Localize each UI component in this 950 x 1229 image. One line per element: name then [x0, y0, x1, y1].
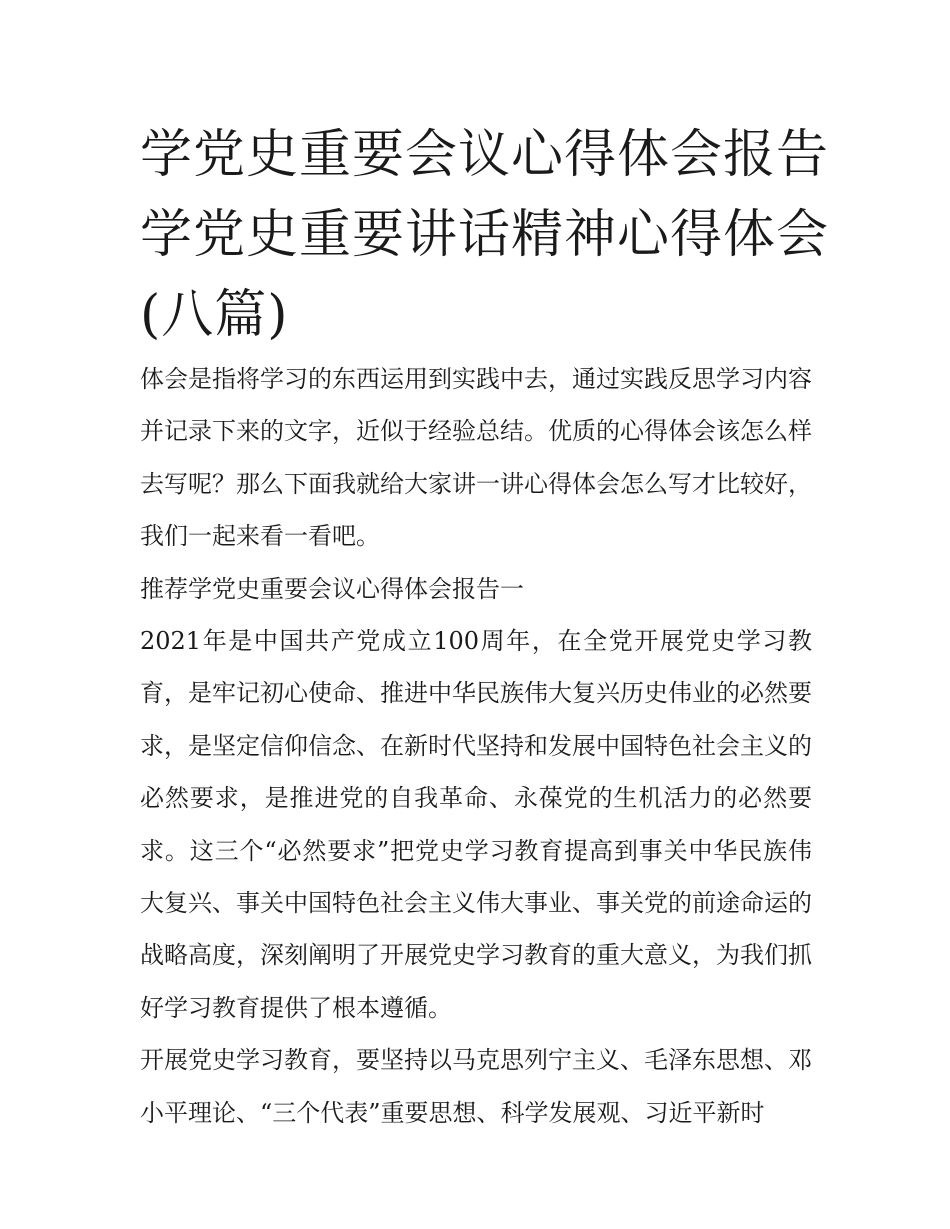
document-body [140, 353, 812, 1139]
body-paragraph: 2021年是中国共产党成立100周年，在全党开展党史学习教育，是牢记初心使命、推进中华民族伟大复兴历史伟业的必然要求，是坚定信仰信念、在新时代坚持和发展中国特色社会主义的必然要求，是推进党的自我革命、永葆党的生机活力的必然要求。这三个“必然要求”把党史学习教育提高到事关中华民族伟大复兴、事关中国特色社会主义伟大事业、事关党的前途命运的战略高度，深刻阐明了开展党史学习教育的重大意义，为我们抓好学习教育提供了根本遵循。 [140, 627, 812, 1022]
title-line-1: 学党史重要会议心得体会报告 [140, 125, 830, 185]
section-heading: 推荐学党史重要会议心得体会报告一 [140, 574, 524, 603]
title-line-2: 学党史重要讲话精神心得体会 [140, 205, 830, 265]
body-paragraph: 开展党史学习教育，要坚持以马克思列宁主义、毛泽东思想、邓小平理论、“三个代表”重要思想、科学发展观、习近平新时 [140, 1046, 812, 1127]
title-line-3: (八篇) [140, 285, 289, 345]
intro-paragraph: 体会是指将学习的东西运用到实践中去，通过实践反思学习内容并记录下来的文字，近似于经验总结。优质的心得体会该怎么样去写呢？那么下面我就给大家讲一讲心得体会怎么写才比较好，我们一起来看一看吧。 [140, 365, 812, 551]
document-title [140, 115, 830, 355]
